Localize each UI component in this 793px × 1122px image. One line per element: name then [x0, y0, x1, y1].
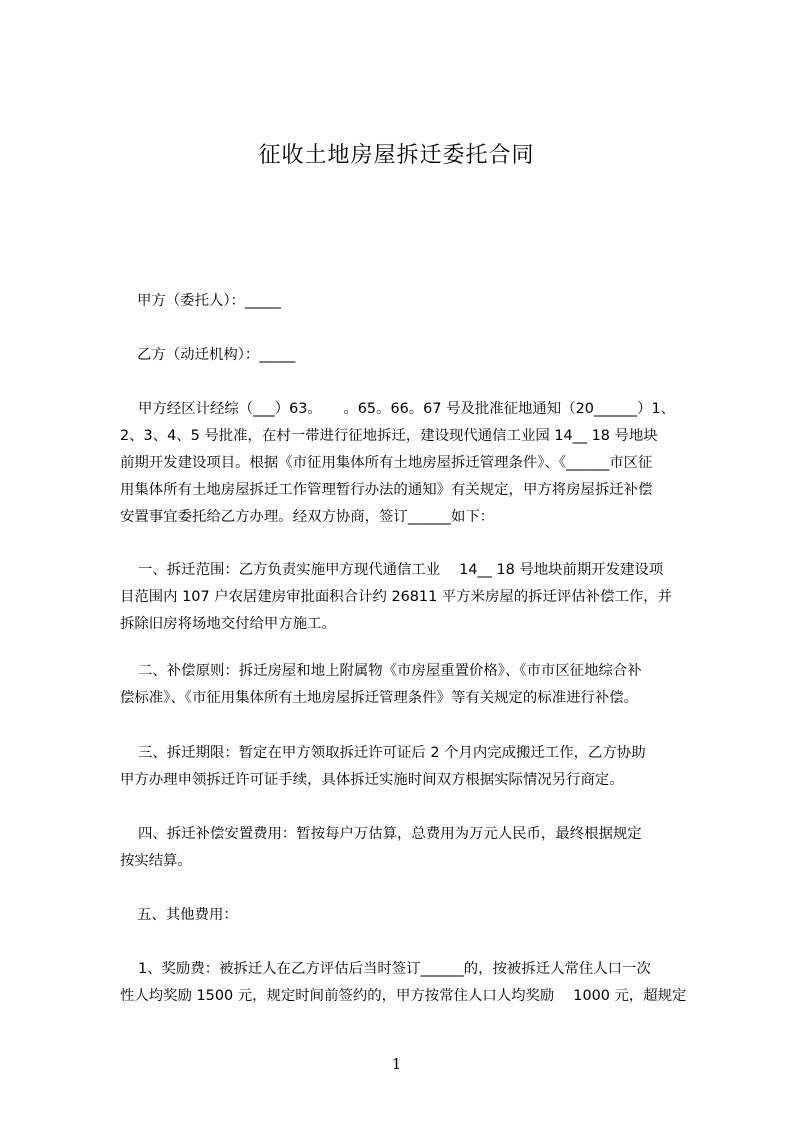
paragraph-line: 一、拆迁范围：乙方负责实施甲方现代通信工业 14__ 18 号地块前期开发建设项 — [138, 562, 664, 578]
paragraph-line: 按实结算。 — [120, 853, 192, 869]
paragraph-line: 拆除旧房将场地交付给甲方施工。 — [120, 616, 336, 632]
paragraph-line: 四、拆迁补偿安置费用：暂按每户万估算，总费用为万元人民币，最终根据规定 — [138, 826, 642, 842]
paragraph-line: 安置事宜委托给乙方办理。经双方协商，签订______如下： — [120, 509, 495, 525]
contract-title: 征收土地房屋拆迁委托合同 — [258, 143, 535, 168]
party-b-line: 乙方（动迁机构）：_____ — [137, 347, 296, 363]
paragraph-line: 性人均奖励 1500 元，规定时间前签约的，甲方按常住人口人均奖励 1000 元，超规定 — [120, 988, 687, 1004]
paragraph-line: 用集体所有土地房屋拆迁工作管理暂行办法的通知》有关规定，甲方将房屋拆迁补偿 — [120, 482, 653, 498]
paragraph-line: 二、补偿原则：拆迁房屋和地上附属物《市房屋重置价格》、《市市区征地综合补 — [138, 663, 642, 679]
party-a-line: 甲方（委托人）：_____ — [137, 293, 281, 309]
paragraph-line: 1、奖励费：被拆迁人在乙方评估后当时签订______的，按被拆迁人常住人口一次 — [138, 961, 651, 977]
page-number: 1 — [391, 1055, 402, 1073]
paragraph-line: 目范围内 107 户农居建房审批面积合计约 26811 平方米房屋的拆迁评估补偿工作，并 — [120, 589, 673, 605]
paragraph-line: 三、拆迁期限：暂定在甲方领取拆迁许可证后 2 个月内完成搬迁工作，乙方协助 — [138, 745, 646, 761]
paragraph-line: 甲方办理申领拆迁许可证手续，具体拆迁实施时间双方根据实际情况另行商定。 — [120, 772, 624, 788]
paragraph-line: 偿标准》、《市征用集体所有土地房屋拆迁管理条件》等有关规定的标准进行补偿。 — [120, 690, 639, 706]
clause-other-costs-heading: 五、其他费用： — [137, 907, 238, 923]
paragraph-line: 2、3、4、5 号批准，在村一带进行征地拆迁，建设现代通信工业园 14__ 18 号地块 — [120, 428, 658, 444]
paragraph-line: 前期开发建设项目。根据《市征用集体所有土地房屋拆迁管理条件》、《______市区征 — [120, 455, 653, 471]
paragraph-line: 甲方经区计经综（___）63。 。65。66。67 号及批准征地通知（20______）1、 — [138, 401, 676, 417]
